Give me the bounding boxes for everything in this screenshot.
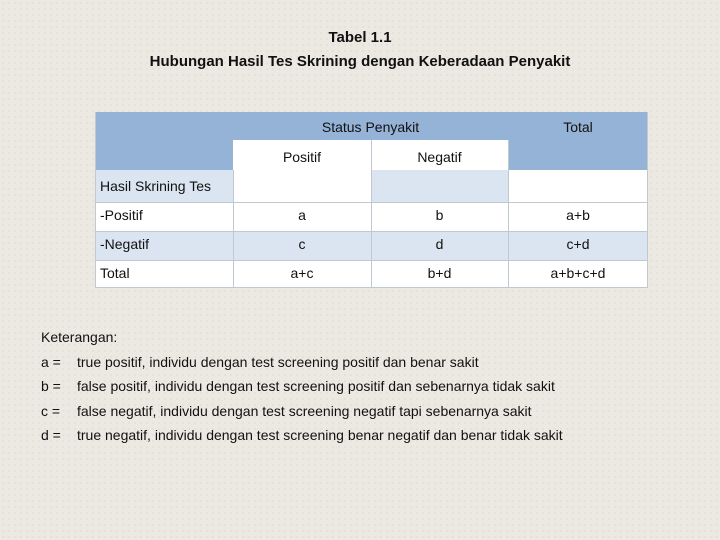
note-text: false negatif, individu dengan test screening negatif tapi sebenarnya sakit xyxy=(77,402,532,419)
cell-c: c xyxy=(298,236,306,252)
cell-a: a xyxy=(298,207,306,223)
note-text: true positif, individu dengan test screening positif dan benar sakit xyxy=(77,353,479,370)
row-header-white-left xyxy=(233,170,371,202)
note-item xyxy=(41,350,563,375)
note-item xyxy=(41,399,563,424)
header-corner-cell xyxy=(95,112,233,170)
table-subtitle: Hubungan Hasil Tes Skrining dengan Keberadaan Penyakit xyxy=(149,53,571,70)
row-label-negatif: -Negatif xyxy=(100,236,150,252)
total-column-header: Total xyxy=(563,119,593,135)
status-penyakit-header: Status Penyakit xyxy=(321,119,420,135)
screening-table xyxy=(95,112,648,288)
note-key: c = xyxy=(41,402,61,419)
negatif-column-header: Negatif xyxy=(417,149,462,165)
hasil-skrining-row-header: Hasil Skrining Tes xyxy=(100,178,212,194)
notes-section xyxy=(41,325,563,448)
cell-c-plus-d: c+d xyxy=(566,236,590,252)
note-key: a = xyxy=(41,353,61,370)
note-text: false positif, individu dengan test screening positif dan sebenarnya tidak sakit xyxy=(77,378,555,394)
note-key: b = xyxy=(41,378,61,394)
row-label-total: Total xyxy=(100,265,130,281)
cell-b: b xyxy=(435,207,444,223)
cell-a-plus-c: a+c xyxy=(290,265,314,281)
cell-b-plus-d: b+d xyxy=(427,265,452,281)
row-label-positif: -Positif xyxy=(100,207,143,223)
table-title: Tabel 1.1 xyxy=(328,29,392,46)
note-key: d = xyxy=(41,427,61,443)
cell-d: d xyxy=(435,236,444,252)
row-header-blue-mid xyxy=(371,170,508,202)
row-header-white-total xyxy=(508,170,648,202)
note-item xyxy=(41,423,563,448)
notes-heading: Keterangan: xyxy=(41,329,118,345)
note-text: true negatif, individu dengan test screening benar negatif dan benar tidak sakit xyxy=(77,427,563,443)
cell-a-plus-b: a+b xyxy=(566,207,590,223)
cell-grand-total: a+b+c+d xyxy=(550,265,606,281)
positif-column-header: Positif xyxy=(282,149,322,165)
note-item xyxy=(41,374,563,399)
